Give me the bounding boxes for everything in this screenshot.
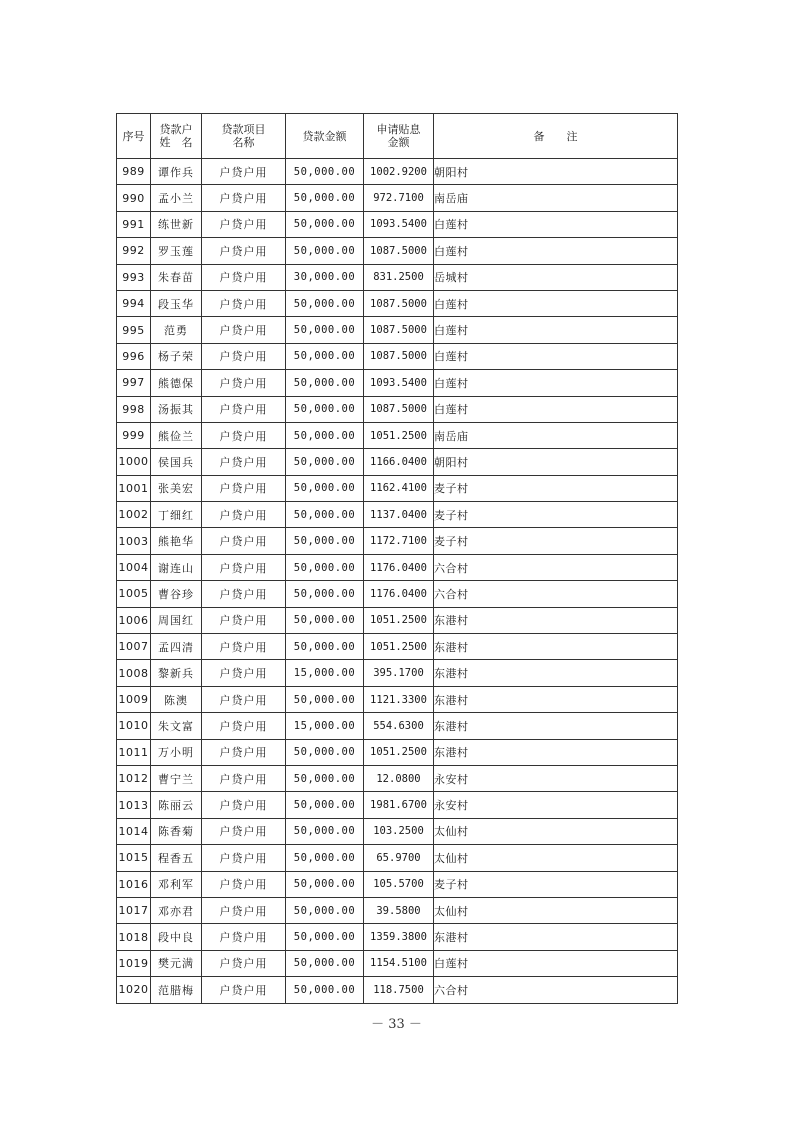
cell-loan-amount: 50,000.00 [286,554,364,580]
cell-note: 六合村 [434,977,678,1003]
cell-no: 997 [117,370,151,396]
cell-borrower-name: 段玉华 [151,290,202,316]
cell-loan-amount: 50,000.00 [286,897,364,923]
cell-note: 东港村 [434,739,678,765]
table-row [117,554,678,580]
table-row [117,290,678,316]
cell-loan-project: 户贷户用 [202,950,286,976]
cell-loan-project: 户贷户用 [202,581,286,607]
header-loan-amount: 贷款金额 [286,114,364,159]
cell-loan-project: 户贷户用 [202,449,286,475]
cell-subsidy-amount: 1087.5000 [364,343,434,369]
cell-loan-amount: 50,000.00 [286,686,364,712]
cell-note: 东港村 [434,713,678,739]
cell-borrower-name: 万小明 [151,739,202,765]
cell-subsidy-amount: 65.9700 [364,845,434,871]
cell-loan-amount: 50,000.00 [286,317,364,343]
cell-loan-project: 户贷户用 [202,897,286,923]
cell-loan-amount: 50,000.00 [286,924,364,950]
cell-no: 994 [117,290,151,316]
cell-borrower-name: 熊艳华 [151,528,202,554]
cell-loan-amount: 50,000.00 [286,238,364,264]
cell-borrower-name: 谢连山 [151,554,202,580]
cell-borrower-name: 罗玉莲 [151,238,202,264]
table-row [117,370,678,396]
cell-borrower-name: 曹宁兰 [151,765,202,791]
cell-borrower-name: 朱文富 [151,713,202,739]
table-row [117,317,678,343]
cell-loan-amount: 50,000.00 [286,370,364,396]
cell-loan-project: 户贷户用 [202,713,286,739]
cell-no: 1015 [117,845,151,871]
cell-borrower-name: 曹谷珍 [151,581,202,607]
table-header-row [117,114,678,159]
cell-note: 白莲村 [434,950,678,976]
table-row [117,264,678,290]
cell-note: 朝阳村 [434,449,678,475]
cell-note: 南岳庙 [434,422,678,448]
header-note: 备 注 [434,114,678,159]
header-subsidy-amount-line2: 金额 [387,136,410,149]
cell-loan-amount: 50,000.00 [286,845,364,871]
cell-no: 989 [117,159,151,185]
cell-no: 996 [117,343,151,369]
cell-borrower-name: 张美宏 [151,475,202,501]
cell-loan-project: 户贷户用 [202,607,286,633]
table-body [117,159,678,1004]
cell-loan-amount: 50,000.00 [286,765,364,791]
cell-loan-project: 户贷户用 [202,528,286,554]
cell-subsidy-amount: 1121.3300 [364,686,434,712]
cell-borrower-name: 邓亦君 [151,897,202,923]
cell-loan-amount: 50,000.00 [286,159,364,185]
cell-borrower-name: 周国红 [151,607,202,633]
loan-subsidy-table [116,113,678,1004]
cell-loan-amount: 50,000.00 [286,581,364,607]
cell-borrower-name: 朱春苗 [151,264,202,290]
table-row [117,475,678,501]
cell-subsidy-amount: 118.7500 [364,977,434,1003]
table-row [117,950,678,976]
cell-borrower-name: 丁细红 [151,502,202,528]
header-loan-project [202,114,286,159]
cell-loan-amount: 15,000.00 [286,713,364,739]
table-row [117,713,678,739]
table-row [117,185,678,211]
table-row [117,343,678,369]
cell-loan-amount: 50,000.00 [286,343,364,369]
cell-borrower-name: 杨子荣 [151,343,202,369]
cell-note: 麦子村 [434,475,678,501]
cell-note: 麦子村 [434,502,678,528]
cell-loan-project: 户贷户用 [202,502,286,528]
cell-loan-amount: 50,000.00 [286,792,364,818]
cell-no: 1000 [117,449,151,475]
cell-loan-amount: 50,000.00 [286,607,364,633]
cell-borrower-name: 汤振其 [151,396,202,422]
cell-loan-project: 户贷户用 [202,396,286,422]
cell-loan-amount: 50,000.00 [286,739,364,765]
cell-borrower-name: 程香五 [151,845,202,871]
cell-subsidy-amount: 1359.3800 [364,924,434,950]
cell-no: 1017 [117,897,151,923]
cell-borrower-name: 樊元满 [151,950,202,976]
table-row [117,924,678,950]
cell-borrower-name: 谭作兵 [151,159,202,185]
cell-note: 白莲村 [434,290,678,316]
table-row [117,238,678,264]
cell-no: 995 [117,317,151,343]
cell-loan-project: 户贷户用 [202,634,286,660]
table-row [117,792,678,818]
table-row [117,765,678,791]
cell-subsidy-amount: 1166.0400 [364,449,434,475]
cell-note: 南岳庙 [434,185,678,211]
cell-no: 1003 [117,528,151,554]
cell-no: 1008 [117,660,151,686]
cell-loan-amount: 50,000.00 [286,422,364,448]
header-loan-project-line1: 贷款项目 [221,123,266,136]
cell-borrower-name: 范腊梅 [151,977,202,1003]
cell-note: 六合村 [434,581,678,607]
cell-loan-amount: 50,000.00 [286,211,364,237]
table-row [117,607,678,633]
cell-no: 1016 [117,871,151,897]
cell-borrower-name: 陈澳 [151,686,202,712]
table-row [117,686,678,712]
cell-note: 岳城村 [434,264,678,290]
cell-borrower-name: 邓利军 [151,871,202,897]
cell-note: 白莲村 [434,317,678,343]
cell-subsidy-amount: 1176.0400 [364,581,434,607]
cell-loan-amount: 50,000.00 [286,290,364,316]
cell-subsidy-amount: 1093.5400 [364,370,434,396]
table-row [117,818,678,844]
cell-subsidy-amount: 1087.5000 [364,317,434,343]
cell-loan-amount: 50,000.00 [286,818,364,844]
cell-loan-project: 户贷户用 [202,924,286,950]
cell-loan-amount: 50,000.00 [286,449,364,475]
cell-no: 1018 [117,924,151,950]
cell-subsidy-amount: 12.0800 [364,765,434,791]
cell-borrower-name: 练世新 [151,211,202,237]
cell-subsidy-amount: 1093.5400 [364,211,434,237]
cell-loan-project: 户贷户用 [202,317,286,343]
cell-subsidy-amount: 1087.5000 [364,238,434,264]
cell-borrower-name: 熊德保 [151,370,202,396]
cell-loan-amount: 50,000.00 [286,185,364,211]
cell-note: 白莲村 [434,370,678,396]
cell-no: 1005 [117,581,151,607]
cell-subsidy-amount: 1087.5000 [364,396,434,422]
cell-subsidy-amount: 1981.6700 [364,792,434,818]
table-row [117,159,678,185]
cell-subsidy-amount: 554.6300 [364,713,434,739]
cell-no: 992 [117,238,151,264]
header-subsidy-amount-line1: 申请贴息 [376,123,421,136]
cell-loan-amount: 50,000.00 [286,396,364,422]
cell-borrower-name: 范勇 [151,317,202,343]
cell-subsidy-amount: 39.5800 [364,897,434,923]
cell-borrower-name: 孟四清 [151,634,202,660]
cell-loan-project: 户贷户用 [202,343,286,369]
cell-note: 东港村 [434,660,678,686]
cell-borrower-name: 侯国兵 [151,449,202,475]
cell-subsidy-amount: 831.2500 [364,264,434,290]
cell-loan-project: 户贷户用 [202,845,286,871]
cell-note: 东港村 [434,686,678,712]
header-no: 序号 [117,114,151,159]
cell-loan-amount: 50,000.00 [286,475,364,501]
cell-subsidy-amount: 1051.2500 [364,422,434,448]
header-subsidy-amount [364,114,434,159]
cell-subsidy-amount: 972.7100 [364,185,434,211]
cell-borrower-name: 熊俭兰 [151,422,202,448]
cell-note: 永安村 [434,792,678,818]
cell-no: 1013 [117,792,151,818]
cell-subsidy-amount: 1051.2500 [364,607,434,633]
cell-no: 991 [117,211,151,237]
cell-loan-amount: 50,000.00 [286,871,364,897]
cell-no: 1011 [117,739,151,765]
cell-note: 太仙村 [434,897,678,923]
table-row [117,581,678,607]
cell-subsidy-amount: 395.1700 [364,660,434,686]
cell-no: 1009 [117,686,151,712]
cell-note: 朝阳村 [434,159,678,185]
table-row [117,871,678,897]
cell-note: 六合村 [434,554,678,580]
cell-no: 999 [117,422,151,448]
cell-subsidy-amount: 1051.2500 [364,739,434,765]
header-borrower-name [151,114,202,159]
cell-loan-project: 户贷户用 [202,238,286,264]
cell-loan-amount: 30,000.00 [286,264,364,290]
table-row [117,845,678,871]
header-borrower-name-line2: 姓 名 [159,136,193,149]
cell-loan-amount: 15,000.00 [286,660,364,686]
cell-loan-project: 户贷户用 [202,686,286,712]
cell-loan-project: 户贷户用 [202,475,286,501]
cell-note: 太仙村 [434,818,678,844]
cell-loan-project: 户贷户用 [202,765,286,791]
cell-note: 东港村 [434,924,678,950]
cell-loan-project: 户贷户用 [202,370,286,396]
cell-no: 998 [117,396,151,422]
cell-loan-project: 户贷户用 [202,554,286,580]
cell-borrower-name: 陈香菊 [151,818,202,844]
cell-loan-project: 户贷户用 [202,660,286,686]
cell-no: 1014 [117,818,151,844]
cell-no: 1002 [117,502,151,528]
cell-loan-project: 户贷户用 [202,185,286,211]
table-row [117,977,678,1003]
table-row [117,528,678,554]
cell-subsidy-amount: 1162.4100 [364,475,434,501]
cell-loan-project: 户贷户用 [202,211,286,237]
cell-loan-project: 户贷户用 [202,818,286,844]
cell-note: 麦子村 [434,528,678,554]
cell-note: 永安村 [434,765,678,791]
cell-borrower-name: 黎新兵 [151,660,202,686]
table-row [117,396,678,422]
cell-loan-project: 户贷户用 [202,264,286,290]
cell-subsidy-amount: 1002.9200 [364,159,434,185]
cell-note: 太仙村 [434,845,678,871]
cell-no: 1019 [117,950,151,976]
cell-loan-amount: 50,000.00 [286,977,364,1003]
cell-loan-project: 户贷户用 [202,792,286,818]
table-row [117,897,678,923]
cell-no: 1010 [117,713,151,739]
cell-loan-amount: 50,000.00 [286,502,364,528]
header-borrower-name-line1: 贷款户 [159,123,193,136]
cell-subsidy-amount: 1154.5100 [364,950,434,976]
cell-loan-amount: 50,000.00 [286,528,364,554]
cell-no: 1020 [117,977,151,1003]
cell-no: 1006 [117,607,151,633]
table-row [117,422,678,448]
cell-loan-project: 户贷户用 [202,159,286,185]
cell-subsidy-amount: 1172.7100 [364,528,434,554]
table-row [117,739,678,765]
cell-borrower-name: 孟小兰 [151,185,202,211]
cell-subsidy-amount: 105.5700 [364,871,434,897]
cell-note: 白莲村 [434,211,678,237]
cell-borrower-name: 段中良 [151,924,202,950]
cell-loan-project: 户贷户用 [202,977,286,1003]
cell-subsidy-amount: 103.2500 [364,818,434,844]
cell-loan-amount: 50,000.00 [286,950,364,976]
cell-borrower-name: 陈丽云 [151,792,202,818]
cell-no: 993 [117,264,151,290]
cell-subsidy-amount: 1087.5000 [364,290,434,316]
cell-note: 白莲村 [434,396,678,422]
page-number: － 33 － [371,1017,422,1032]
cell-note: 白莲村 [434,238,678,264]
cell-no: 1001 [117,475,151,501]
cell-subsidy-amount: 1051.2500 [364,634,434,660]
cell-loan-project: 户贷户用 [202,739,286,765]
table-row [117,634,678,660]
cell-loan-project: 户贷户用 [202,290,286,316]
table-row [117,660,678,686]
cell-note: 东港村 [434,634,678,660]
cell-no: 990 [117,185,151,211]
cell-no: 1007 [117,634,151,660]
cell-no: 1004 [117,554,151,580]
cell-loan-project: 户贷户用 [202,871,286,897]
header-loan-project-line2: 名称 [232,136,255,149]
table-row [117,449,678,475]
cell-note: 麦子村 [434,871,678,897]
table-row [117,211,678,237]
cell-loan-amount: 50,000.00 [286,634,364,660]
cell-loan-project: 户贷户用 [202,422,286,448]
cell-subsidy-amount: 1176.0400 [364,554,434,580]
cell-note: 白莲村 [434,343,678,369]
table-row [117,502,678,528]
cell-subsidy-amount: 1137.0400 [364,502,434,528]
cell-no: 1012 [117,765,151,791]
cell-note: 东港村 [434,607,678,633]
